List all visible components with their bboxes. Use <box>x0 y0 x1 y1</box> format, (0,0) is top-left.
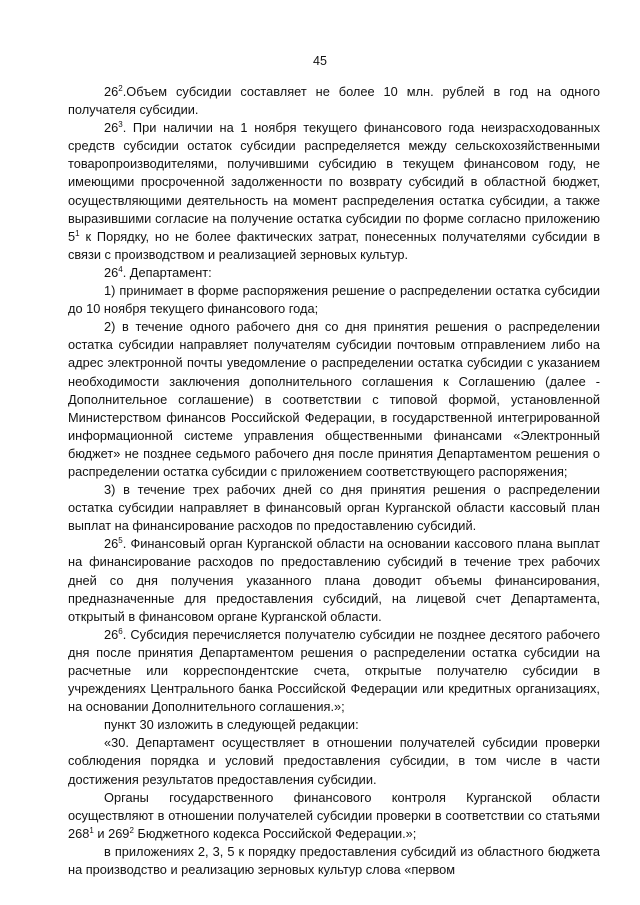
page-number: 45 <box>313 54 327 68</box>
list-item-3: 3) в течение трех рабочих дней со дня принятия решения о распределении остатка субсидии направляет в финансовый орган Курганской области кассовый план выплат на финансирование расходов по предоставлению субсидий. <box>68 482 600 534</box>
paragraph-30: «30. Департамент осуществляет в отношении получателей субсидии проверки соблюдения порядка и условий предоставления субсидии, в том числе в части достижения результатов предоставления субсидии. <box>68 735 600 787</box>
paragraph-26-2: $26^2.Объем$ субсидии составляет не более 10 млн. рублей в год на одного получателя субсидии. <box>68 84 600 118</box>
paragraph-26-5: $26^5$. Финансовый орган Курганской области на основании кассового плана выплат на финансирование расходов по предоставлению субсидий в течение трех рабочих дней со дня получения указанного плана доводит объемы финансирования, предназначенные для предоставления субсидий, на лицевой счет Департамента, открытый в финансовом органе Курганской области. <box>68 536 600 624</box>
paragraph-item-30-intro: пункт 30 изложить в следующей редакции: <box>104 717 359 733</box>
document-body <box>68 83 600 879</box>
paragraph-appendices: в приложениях 2, 3, 5 к порядку предоставления субсидий из областного бюджета на производство и реализацию зерновых культур слова «первом <box>68 843 600 878</box>
list-item-1: 1) принимает в форме распоряжения решение о распределении остатка субсидии до 10 ноября текущего финансового года; <box>68 283 600 317</box>
paragraph-control-bodies: Органы государственного финансового контроля Курганской области осуществляют в отношении получателей субсидии проверки в соответствии со статьями $268^1$ и $269^2$ Бюджетного кодекса Российской Федерации.»; <box>68 789 600 841</box>
paragraph-26-3: $26^3$. При наличии на 1 ноября текущего финансового года неизрасходованных средств субсидии остаток субсидии распределяется между сельскохозяйственными товаропроизводителями, получившими субсидию в текущем финансовом году, не имеющими просроченной задолженности по возврату субсидий в областной бюджет, осуществляющими деятельность на момент распределения остатка субсидии, а также выразившими согласие на получение остатка субсидии по форме согласно приложению $5^1$ к Порядку, но не более фактических затрат, понесенных получателями субсидии в связи с производством и реализацией зерновых культур. <box>68 120 600 262</box>
paragraph-26-6: $26^6$. Субсидия перечисляется получателю субсидии не позднее десятого рабочего дня после принятия Департаментом решения о распределении остатка субсидии на расчетные или корреспондентские счета, открытые получателю субсидии в учреждениях Центрального банка Российской Федерации или кредитных организациях, на основании Дополнительного соглашения.»; <box>68 626 600 715</box>
list-item-2: 2) в течение одного рабочего дня со дня принятия решения о распределении остатка субсидии направляет получателям субсидии почтовым отправлением либо на адрес электронной почты уведомление о распределении остатка субсидии с указанием необходимости заключения дополнительного соглашения к Соглашению (далее - Дополнительное соглашение) в соответствии с типовой формой, установленной Министерством финансов Российской Федерации, в государственной интегрированной информационной системе управления общественными финансами «Электронный бюджет» не позднее седьмого рабочего дня после принятия Департаментом решения о распределении остатка субсидии с приложением соответствующего распоряжения; <box>68 319 600 479</box>
paragraph-26-4: $26^4$. Департамент: <box>104 264 212 280</box>
